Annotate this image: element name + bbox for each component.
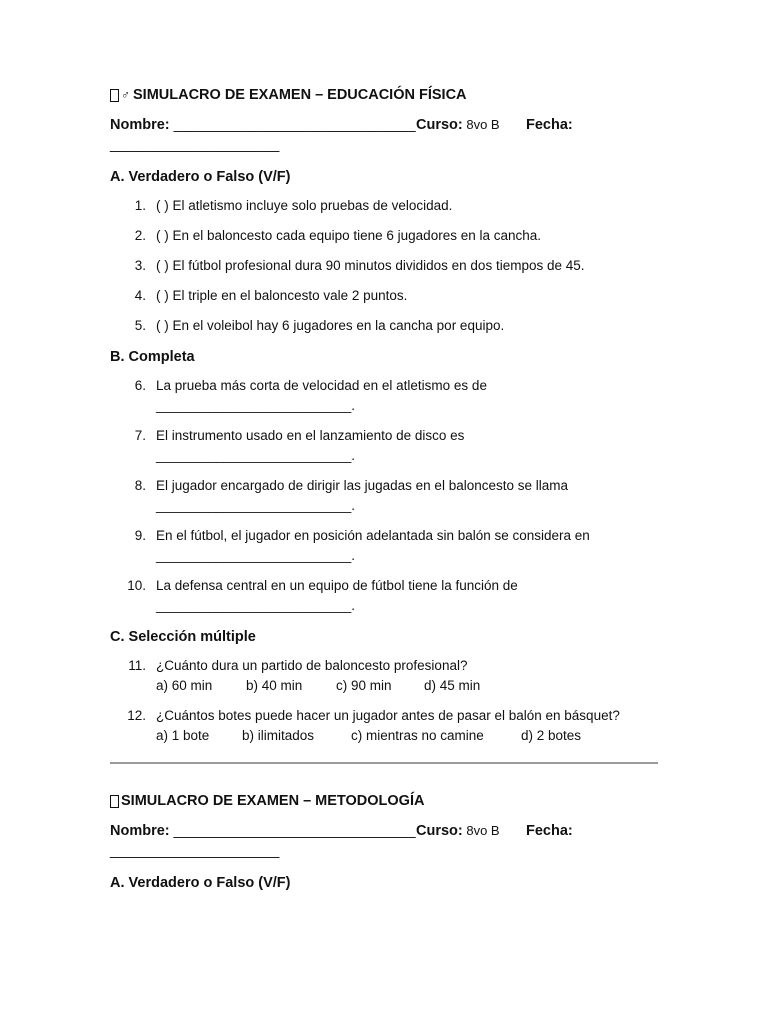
option-c[interactable]: c) 90 min bbox=[336, 678, 392, 693]
complete-list bbox=[110, 376, 658, 616]
answer-options bbox=[156, 676, 658, 696]
student-info-line bbox=[110, 820, 658, 842]
list-item bbox=[110, 376, 658, 416]
item-text: El jugador encargado de dirigir las jugadas en el baloncesto se llama bbox=[156, 478, 569, 493]
list-item bbox=[110, 526, 658, 566]
item-text: En el fútbol, el jugador en posición adelantada sin balón se considera en bbox=[156, 528, 590, 543]
item-number: 10. bbox=[127, 578, 146, 593]
item-text: ( ) En el voleibol hay 6 jugadores en la cancha por equipo. bbox=[156, 318, 505, 333]
exam-title bbox=[110, 84, 658, 106]
answer-blank[interactable]: __________________________. bbox=[156, 548, 355, 563]
list-item bbox=[110, 706, 658, 746]
item-number: 1. bbox=[134, 198, 146, 213]
item-text: ¿Cuántos botes puede hacer un jugador antes de pasar el balón en básquet? bbox=[156, 708, 620, 723]
date-label: Fecha: bbox=[526, 117, 573, 133]
item-text: El instrumento usado en el lanzamiento de disco es bbox=[156, 428, 465, 443]
list-item bbox=[110, 316, 658, 336]
list-item bbox=[110, 226, 658, 246]
missing-glyph-box-icon bbox=[110, 795, 119, 808]
missing-glyph-box-icon bbox=[110, 89, 119, 102]
list-item bbox=[110, 286, 658, 306]
list-item bbox=[110, 476, 658, 516]
name-field[interactable] bbox=[110, 820, 416, 842]
option-d[interactable]: d) 45 min bbox=[424, 678, 481, 693]
item-number: 5. bbox=[134, 318, 146, 333]
exam-methodology bbox=[110, 790, 658, 902]
answer-blank[interactable]: __________________________. bbox=[156, 598, 355, 613]
list-item bbox=[110, 196, 658, 216]
name-blank: ______________________________ bbox=[169, 823, 416, 839]
option-a[interactable]: a) 60 min bbox=[156, 678, 213, 693]
item-text: La defensa central en un equipo de fútbol tiene la función de bbox=[156, 578, 518, 593]
item-number: 3. bbox=[134, 258, 146, 273]
date-blank[interactable]: _____________________ bbox=[110, 843, 280, 859]
list-item bbox=[110, 656, 658, 696]
student-info-line bbox=[110, 114, 658, 136]
true-false-list bbox=[110, 196, 658, 336]
exam-title-text: SIMULACRO DE EXAMEN – EDUCACIÓN FÍSICA bbox=[133, 87, 467, 103]
item-number: 8. bbox=[134, 478, 146, 493]
option-d[interactable]: d) 2 botes bbox=[521, 728, 582, 743]
option-b[interactable]: b) 40 min bbox=[246, 678, 303, 693]
option-c[interactable]: c) mientras no camine bbox=[351, 728, 484, 743]
item-number: 2. bbox=[134, 228, 146, 243]
option-b[interactable]: b) ilimitados bbox=[242, 728, 315, 743]
exam-title-text: SIMULACRO DE EXAMEN – METODOLOGÍA bbox=[121, 793, 425, 809]
name-label: Nombre: bbox=[110, 117, 170, 133]
answer-blank[interactable]: __________________________. bbox=[156, 448, 355, 463]
list-item bbox=[110, 426, 658, 466]
item-text: ( ) En el baloncesto cada equipo tiene 6 jugadores en la cancha. bbox=[156, 228, 542, 243]
item-number: 7. bbox=[134, 428, 146, 443]
answer-options bbox=[156, 726, 658, 746]
option-a[interactable]: a) 1 bote bbox=[156, 728, 210, 743]
exam-physical-education bbox=[110, 84, 658, 756]
section-complete-heading: B. Completa bbox=[110, 349, 195, 365]
name-label: Nombre: bbox=[110, 823, 170, 839]
answer-blank[interactable]: __________________________. bbox=[156, 498, 355, 513]
item-text: ( ) El triple en el baloncesto vale 2 puntos. bbox=[156, 288, 408, 303]
section-true-false-heading: A. Verdadero o Falso (V/F) bbox=[110, 169, 291, 185]
section-multiple-choice-heading: C. Selección múltiple bbox=[110, 629, 256, 645]
date-label: Fecha: bbox=[526, 823, 573, 839]
item-number: 4. bbox=[134, 288, 146, 303]
item-number: 6. bbox=[134, 378, 146, 393]
item-text: ¿Cuánto dura un partido de baloncesto profesional? bbox=[156, 658, 468, 673]
date-field[interactable] bbox=[526, 820, 573, 842]
item-text: ( ) El atletismo incluye solo pruebas de velocidad. bbox=[156, 198, 453, 213]
course-field bbox=[416, 114, 500, 136]
course-value: 8vo B bbox=[462, 117, 500, 132]
section-divider bbox=[110, 762, 658, 764]
date-field[interactable] bbox=[526, 114, 573, 136]
multiple-choice-list bbox=[110, 656, 658, 746]
item-text: La prueba más corta de velocidad en el atletismo es de bbox=[156, 378, 487, 393]
date-blank[interactable]: _____________________ bbox=[110, 137, 280, 153]
answer-blank[interactable]: __________________________. bbox=[156, 398, 355, 413]
list-item bbox=[110, 576, 658, 616]
course-label: Curso: bbox=[416, 823, 463, 839]
course-value: 8vo B bbox=[462, 823, 500, 838]
section-true-false-heading: A. Verdadero o Falso (V/F) bbox=[110, 875, 291, 891]
course-label: Curso: bbox=[416, 117, 463, 133]
item-number: 11. bbox=[128, 658, 146, 673]
exam-title bbox=[110, 790, 658, 812]
list-item bbox=[110, 256, 658, 276]
name-blank: ______________________________ bbox=[169, 117, 416, 133]
name-field[interactable] bbox=[110, 114, 416, 136]
male-sign-icon: ♂ bbox=[121, 88, 130, 102]
item-text: ( ) El fútbol profesional dura 90 minutos divididos en dos tiempos de 45. bbox=[156, 258, 585, 273]
item-number: 9. bbox=[134, 528, 146, 543]
course-field bbox=[416, 820, 500, 842]
item-number: 12. bbox=[127, 708, 146, 723]
